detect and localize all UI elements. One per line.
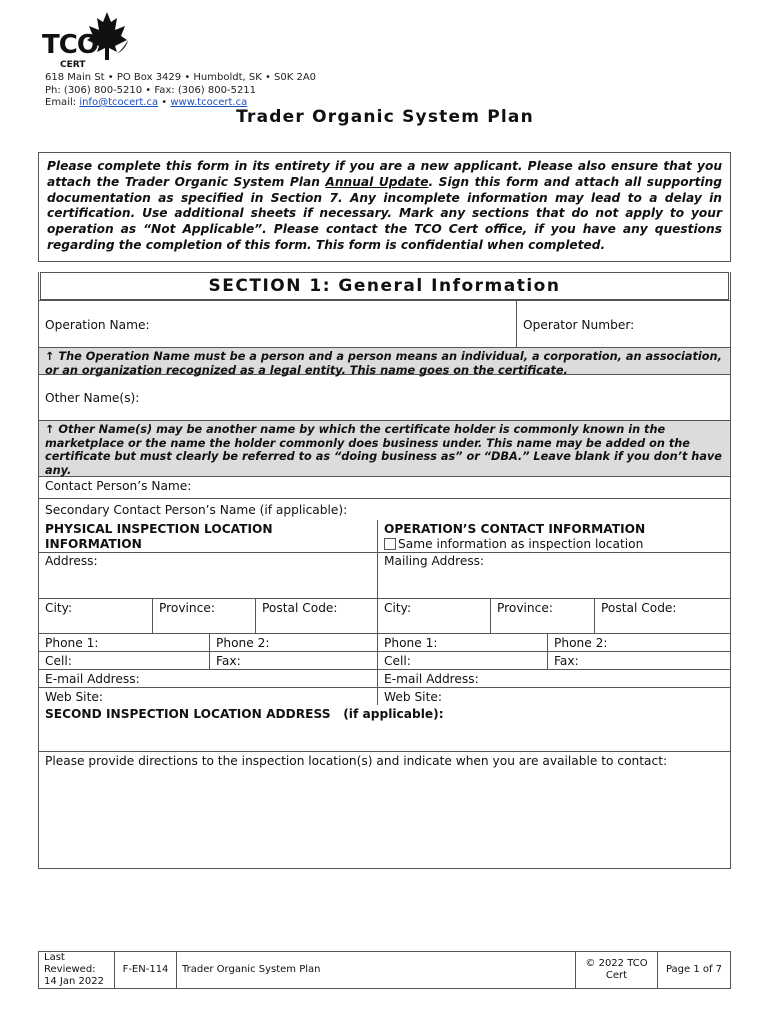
operation-name-note: ↑ The Operation Name must be a person and a person means an individual, a corporation, an association, or an organization recognized as a legal entity. This name goes on the certificate. (39, 347, 730, 374)
contact-phone2-field[interactable]: Phone 2: (547, 634, 730, 651)
email-row (39, 669, 730, 687)
same-info-option[interactable] (384, 537, 724, 552)
separator: • (161, 97, 168, 108)
logo-text: TCO (42, 30, 98, 60)
tco-cert-logo (42, 10, 130, 72)
address-field[interactable]: Address: (39, 552, 377, 570)
page-footer (38, 951, 731, 989)
same-info-label: Same information as inspection location (398, 537, 644, 551)
mailing-province-field[interactable]: Province: (490, 599, 594, 633)
other-names-row (39, 374, 730, 420)
directions-row (39, 751, 730, 868)
contact-website-field[interactable]: Web Site: (377, 688, 730, 705)
operation-name-field[interactable]: Operation Name: (45, 318, 150, 332)
contact-person-field[interactable]: Contact Person’s Name: (45, 479, 192, 493)
intro-underlined: Annual Update (325, 174, 429, 189)
footer-page-number: Page 1 of 7 (657, 952, 730, 988)
postal-code-field[interactable]: Postal Code: (255, 599, 377, 633)
operator-number-field[interactable]: Operator Number: (516, 301, 730, 347)
phone-row (39, 633, 730, 651)
mailing-postal-code-field[interactable]: Postal Code: (594, 599, 730, 633)
logo-subtext: CERT (60, 60, 86, 70)
other-names-field[interactable]: Other Name(s): (45, 391, 140, 405)
other-names-note: ↑ Other Name(s) may be another name by which the certificate holder is commonly known in the marketplace or the name the holder commonly does business under. This name may be added on the certificate but must clearly be referred to as “doing business as” or “DBA.” Leave blank if you don’t have any. (39, 420, 730, 476)
address-line: 618 Main St • PO Box 3429 • Humboldt, SK • S0K 2A0 (45, 72, 317, 83)
document-title: Trader Organic System Plan (236, 107, 534, 127)
operation-contact-heading: OPERATION’S CONTACT INFORMATION (384, 522, 646, 536)
cell-row (39, 651, 730, 669)
intro-instructions (38, 152, 731, 262)
contact-cell-field[interactable]: Cell: (377, 652, 547, 669)
operation-contact-block (377, 520, 730, 598)
city-field[interactable]: City: (45, 601, 73, 615)
footer-document-name: Trader Organic System Plan (176, 952, 575, 988)
physical-location-heading: PHYSICAL INSPECTION LOCATION INFORMATION (45, 522, 273, 551)
address-row (39, 520, 730, 598)
email-field[interactable]: E-mail Address: (45, 672, 140, 686)
website-field[interactable]: Web Site: (45, 690, 103, 704)
second-location-row (39, 705, 730, 751)
city-row (39, 598, 730, 633)
mailing-city-field[interactable]: City: (377, 599, 490, 633)
same-info-checkbox[interactable] (384, 538, 396, 550)
email-link[interactable]: info@tcocert.ca (79, 97, 159, 108)
phone2-field[interactable]: Phone 2: (209, 634, 377, 651)
footer-last-reviewed: Last Reviewed: 14 Jan 2022 (44, 952, 104, 987)
phone1-field[interactable]: Phone 1: (45, 636, 99, 650)
contact-person-row (39, 476, 730, 498)
contact-phone1-field[interactable]: Phone 1: (377, 634, 547, 651)
mailing-address-field[interactable]: Mailing Address: (378, 552, 730, 570)
contact-address-block (45, 72, 316, 110)
website-link[interactable]: www.tcocert.ca (170, 97, 248, 108)
secondary-contact-row (39, 498, 730, 520)
secondary-contact-field[interactable]: Secondary Contact Person’s Name (if applicable): (45, 503, 348, 517)
operation-row (39, 300, 730, 347)
physical-location-block (39, 520, 377, 598)
fax-field[interactable]: Fax: (209, 652, 377, 669)
directions-field[interactable]: Please provide directions to the inspection location(s) and indicate when you are available to contact: (45, 754, 668, 768)
province-field[interactable]: Province: (152, 599, 255, 633)
contact-fax-field[interactable]: Fax: (547, 652, 730, 669)
section1-form (38, 272, 731, 869)
second-location-label: SECOND INSPECTION LOCATION ADDRESS (45, 707, 331, 721)
cell-field[interactable]: Cell: (45, 654, 72, 668)
second-location-field[interactable] (39, 705, 730, 751)
footer-form-code: F-EN-114 (114, 952, 176, 988)
second-location-qualifier: (if applicable): (343, 707, 444, 721)
section1-heading: SECTION 1: General Information (40, 272, 729, 300)
intro-text-part2: . Sign this form and attach all supporting documentation as specified in Section 7. Any incomplete information may lead to a delay in certification. Use additional sheets if necessary. Mark any sections that do not apply to your operation as “Not Applicable”. Please contact the TCO Cert office, if you have any questions regarding the completion of this form. This form is confidential when completed. (47, 174, 722, 252)
intro-text-part1: Please complete this form in its entirety if you are a new applicant. Please also ensure that you attach the Trader Organic System Plan (47, 159, 722, 189)
phone-line: Ph: (306) 800-5210 • Fax: (306) 800-5211 (45, 84, 257, 96)
footer-copyright: © 2022 TCO Cert (575, 952, 657, 988)
contact-email-field[interactable]: E-mail Address: (377, 670, 730, 687)
website-row (39, 687, 730, 705)
email-label: Email: (45, 97, 77, 108)
